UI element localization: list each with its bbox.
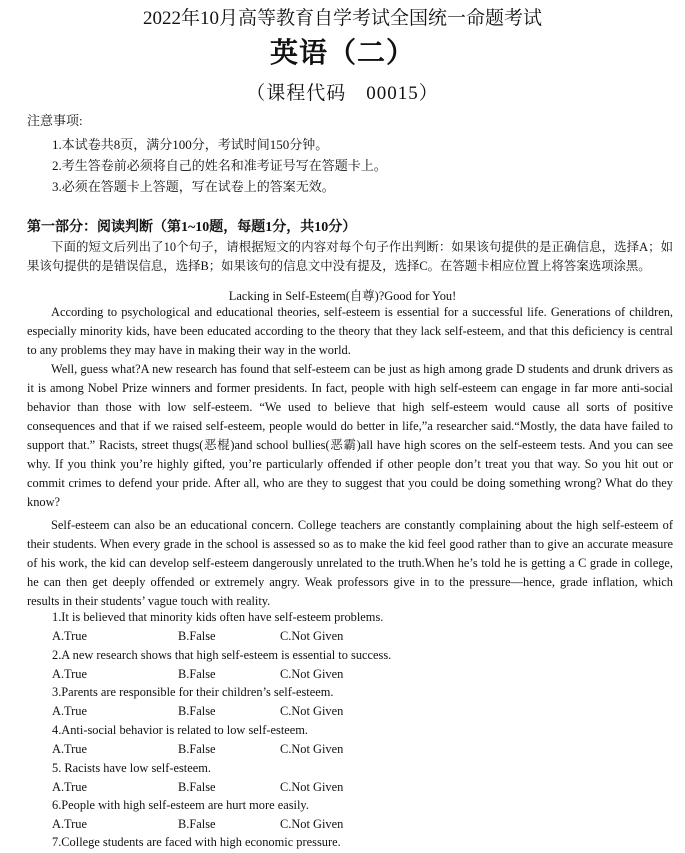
note-item: 3.必须在答题卡上答题，写在试卷上的答案无效。: [52, 179, 335, 194]
option-a: A.True: [52, 780, 87, 794]
question-6: 6.People with high self-esteem are hurt more easily.: [52, 798, 309, 812]
question-7: 7.College students are faced with high economic pressure.: [52, 835, 341, 849]
option-b: B.False: [178, 704, 216, 718]
question-3: 3.Parents are responsible for their children’s self-esteem.: [52, 685, 334, 699]
option-c: C.Not Given: [280, 780, 344, 794]
option-b: B.False: [178, 780, 216, 794]
option-a: A.True: [52, 629, 87, 643]
passage-paragraph: According to psychological and educational theories, self-esteem is essential for a successful life. Generations of children, especially minority kids, have been educated according to the theory that they lack self-esteem, and that this deficiency is central to any problems they may have in making their way in the world.: [27, 305, 673, 357]
option-b: B.False: [178, 629, 216, 643]
subject-title: 英语（二）: [269, 38, 415, 69]
question-4: 4.Anti-social behavior is related to low self-esteem.: [52, 723, 308, 737]
option-c: C.Not Given: [280, 629, 344, 643]
option-a: A.True: [52, 704, 87, 718]
part-heading: 第一部分：阅读判断（第1~10题，每题1分，共10分）: [27, 220, 357, 235]
instruction-text: 下面的短文后列出了10个句子，请根据短文的内容对每个句子作出判断：如果该句提供的是正确信息，选择A；如果该句提供的是错误信息，选择B；如果该句的信息文中没有提及，选择C。在答题卡相应位置上将答案选项涂黑。: [27, 240, 673, 273]
exam-title: 2022年10月高等教育自学考试全国统一命题考试: [142, 8, 542, 29]
course-code: （课程代码 00015）: [246, 83, 439, 104]
option-a: A.True: [52, 667, 87, 681]
question-2: 2.A new research shows that high self-esteem is essential to success.: [52, 648, 392, 662]
option-b: B.False: [178, 817, 216, 831]
option-b: B.False: [178, 742, 216, 756]
option-c: C.Not Given: [280, 742, 344, 756]
question-5: 5. Racists have low self-esteem.: [52, 761, 211, 775]
note-item: 2.考生答卷前必须将自己的姓名和准考证号写在答题卡上。: [52, 158, 387, 173]
passage-paragraph: Self-esteem can also be an educational concern. College teachers are constantly complaining about the high self-esteem of their students. When every grade in the school is assessed so as to make the kid feel good rather than to give an accurate measure of his work, the kid can develop self-esteem dangerously unrelated to the truth.When he’s told he is getting a C grade in college, he can then get deeply offended or extremely angry. Weak professors give in to the pressure—hence, grade inflation, which results in their students’ vague touch with reality.: [27, 518, 673, 608]
notes-heading: 注意事项:: [27, 113, 83, 128]
note-item: 1.本试卷共8页，满分100分，考试时间150分钟。: [52, 137, 329, 152]
option-c: C.Not Given: [280, 667, 344, 681]
option-c: C.Not Given: [280, 817, 344, 831]
option-c: C.Not Given: [280, 704, 344, 718]
option-a: A.True: [52, 742, 87, 756]
option-b: B.False: [178, 667, 216, 681]
passage-title: Lacking in Self-Esteem(自尊)?Good for You!: [228, 289, 457, 303]
option-a: A.True: [52, 817, 87, 831]
passage-paragraph: Well, guess what?A new research has found that self-esteem can be just as high among grade D students and drunk drivers as it is among Nobel Prize winners and former presidents. In fact, people with high self-esteem can engage in far more anti-social behavior than those with low self-esteem. “We used to believe that high self-esteem would cause all sorts of positive consequences and that if we raised self-esteem, people would do better in life,”a researcher said.“Mostly, the data have failed to support that.” Racists, street thugs(恶棍)and school bullies(恶霸)all have high scores on the self-esteem tests. And you can see why. If you think you’re highly gifted, you’re particularly offended if other people don’t treat you that way. So you hit out or commit crimes to defend your pride. After all, who are they to suggest that you could be doing something wrong? What do they know?: [27, 362, 673, 509]
question-1: 1.It is believed that minority kids often have self-esteem problems.: [52, 610, 384, 624]
